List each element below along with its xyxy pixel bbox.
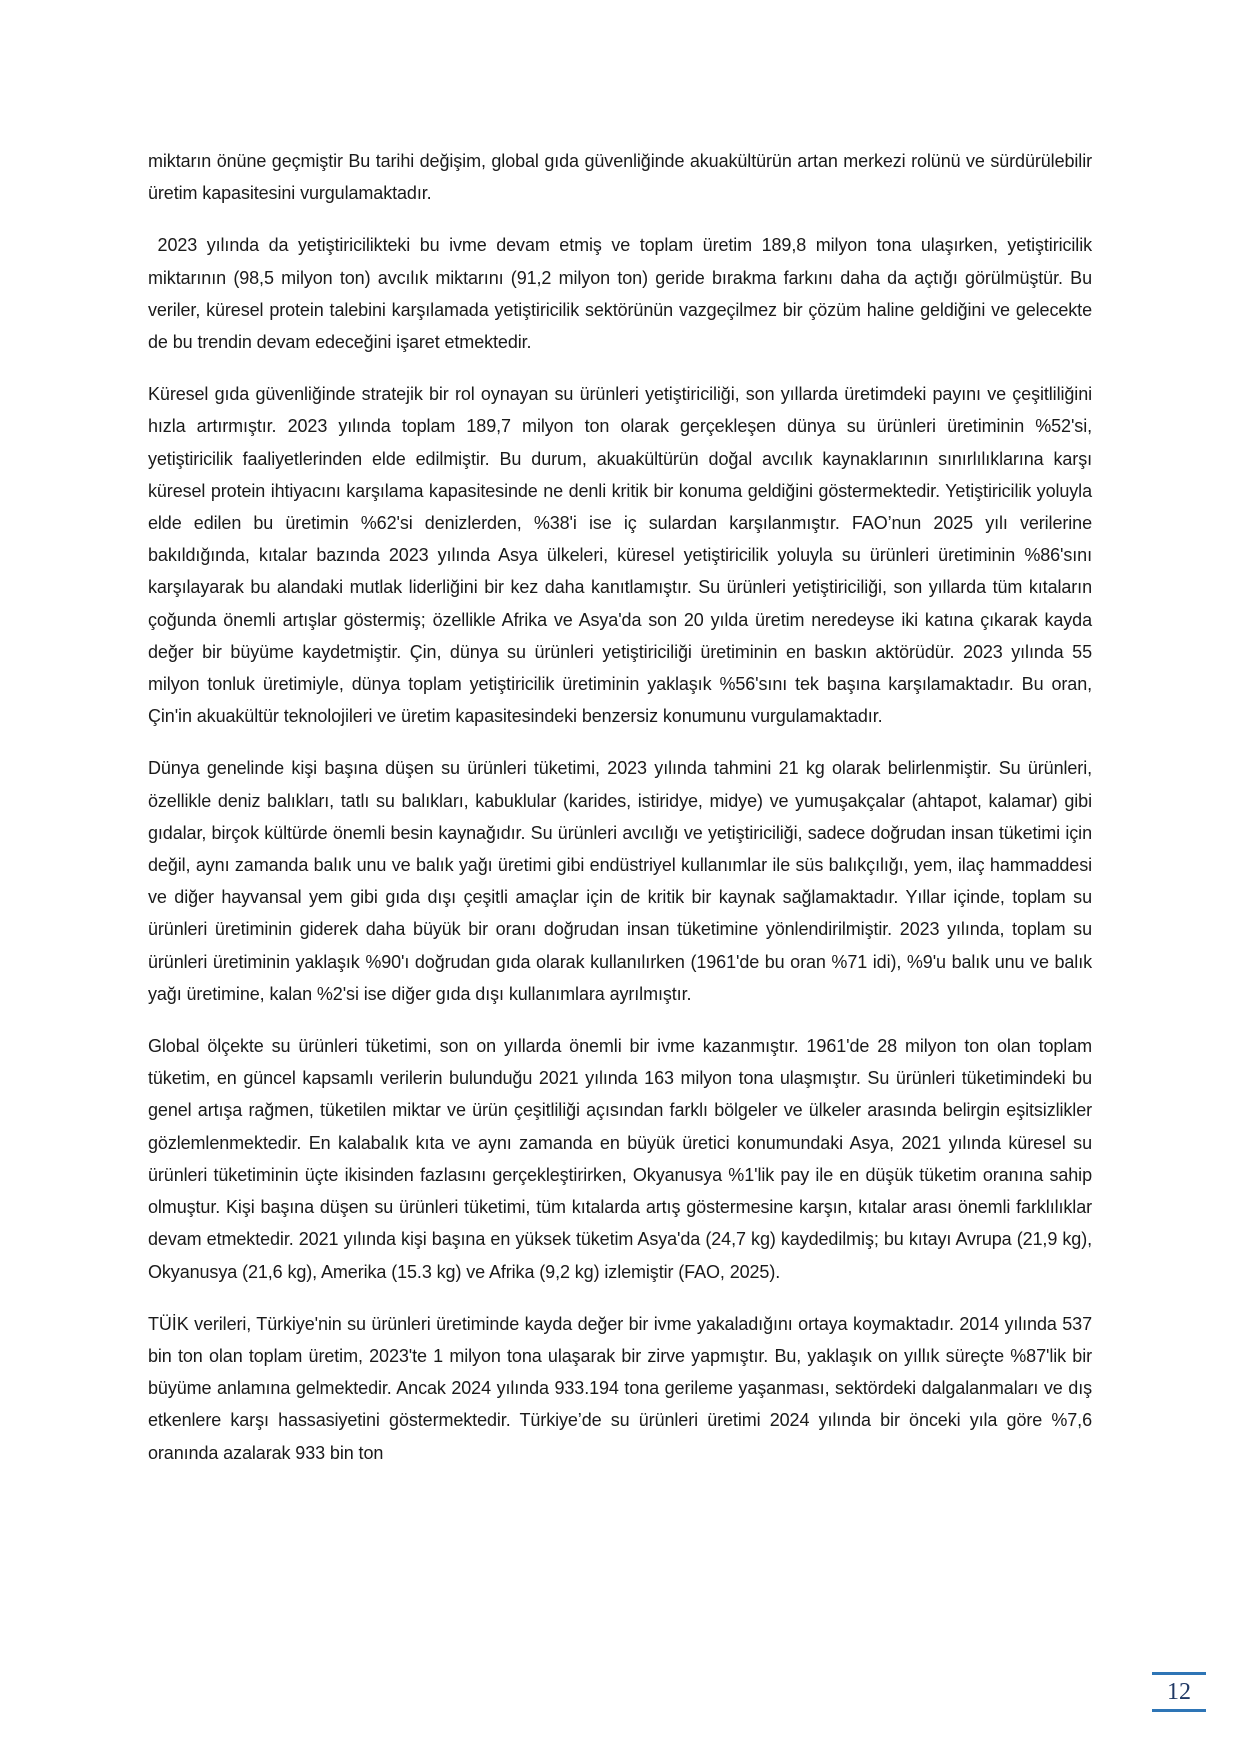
page-number-box xyxy=(1152,1672,1206,1712)
document-body xyxy=(148,145,1097,1489)
paragraph-1: miktarın önüne geçmiştir Bu tarihi değişim, global gıda güvenliğinde akuakültürün artan merkezi rolünü ve sürdürülebilir üretim kapasitesini vurgulamaktadır. xyxy=(148,151,1092,204)
paragraph-5: Global ölçekte su ürünleri tüketimi, son on yıllarda önemli bir ivme kazanmıştır. 1961'de 28 milyon ton olan toplam tüketim, en güncel kapsamlı verilerin bulunduğu 2021 yılında 163 milyon tona ulaşmıştır. Su ürünleri tüketimindeki bu genel artışa rağmen, tüketilen miktar ve ürün çeşitliliği açısından farklı bölgeler ve ülkeler arasında belirgin eşitsizlikler gözlemlenmektedir. En kalabalık kıta ve aynı zamanda en büyük üretici konumundaki Asya, 2021 yılında küresel su ürünleri tüketiminin üçte ikisinden fazlasını gerçekleştirirken, Okyanusya %1'lik pay ile en düşük tüketim oranına sahip olmuştur. Kişi başına düşen su ürünleri tüketimi, tüm kıtalarda artış göstermesine karşın, kıtalar arası önemli farklılıklar devam etmektedir. 2021 yılında kişi başına en yüksek tüketim Asya'da (24,7 kg) kaydedilmiş; bu kıtayı Avrupa (21,9 kg), Okyanusya (21,6 kg), Amerika (15.3 kg) ve Afrika (9,2 kg) izlemiştir (FAO, 2025). xyxy=(148,1036,1092,1282)
paragraph-2: 2023 yılında da yetiştiricilikteki bu ivme devam etmiş ve toplam üretim 189,8 milyon tona ulaşırken, yetiştiricilik miktarının (98,5 milyon ton) avcılık miktarını (91,2 milyon ton) geride bırakma farkını daha da açtığı görülmüştür. Bu veriler, küresel protein talebini karşılamada yetiştiricilik sektörünün vazgeçilmez bir çözüm haline geldiğini ve gelecekte de bu trendin devam edeceğini işaret etmektedir. xyxy=(148,235,1097,353)
paragraph-3: Küresel gıda güvenliğinde stratejik bir rol oynayan su ürünleri yetiştiriciliği, son yıllarda üretimdeki payını ve çeşitliliğini hızla artırmıştır. 2023 yılında toplam 189,7 milyon ton olarak gerçekleşen dünya su ürünleri üretiminin %52'si, yetiştiricilik faaliyetlerinden elde edilmiştir. Bu durum, akuakültürün doğal avcılık kaynaklarının sınırlılıklarına karşı küresel protein ihtiyacını karşılama kapasitesinde ne denli kritik bir konuma geldiğini göstermektedir. Yetiştiricilik yoluyla elde edilen bu üretimin %62'si denizlerden, %38'i ise iç sulardan karşılanmıştır. FAO’nun 2025 yılı verilerine bakıldığında, kıtalar bazında 2023 yılında Asya ülkeleri, küresel yetiştiricilik yoluyla su ürünleri üretiminin %86'sını karşılayarak bu alandaki mutlak liderliğini bir kez daha kanıtlamıştır. Su ürünleri yetiştiriciliği, son yıllarda tüm kıtaların çoğunda önemli artışlar göstermiş; özellikle Afrika ve Asya'da son 20 yılda üretim neredeyse iki katına çıkarak kayda değer bir büyüme kaydetmiştir. Çin, dünya su ürünleri yetiştiriciliği üretiminin en baskın aktörüdür. 2023 yılında 55 milyon tonluk üretimiyle, dünya toplam yetiştiricilik üretiminin yaklaşık %56'sını tek başına karşılamaktadır. Bu oran, Çin'in akuakültür teknolojileri ve üretim kapasitesindeki benzersiz konumunu vurgulamaktadır. xyxy=(148,384,1092,727)
page-number: 12 xyxy=(1167,1679,1191,1705)
paragraph-6: TÜİK verileri, Türkiye'nin su ürünleri üretiminde kayda değer bir ivme yakaladığını ortaya koymaktadır. 2014 yılında 537 bin ton olan toplam üretim, 2023'te 1 milyon tona ulaşarak bir zirve yapmıştır. Bu, yaklaşık on yıllık süreçte %87'lik bir büyüme anlamına gelmektedir. Ancak 2024 yılında 933.194 tona gerileme yaşanması, sektördeki dalgalanmaları ve dış etkenlere karşı hassasiyetini göstermektedir. Türkiye’de su ürünleri üretimi 2024 yılında bir önceki yıla göre %7,6 oranında azalarak 933 bin ton xyxy=(148,1313,1092,1463)
paragraph-4: Dünya genelinde kişi başına düşen su ürünleri tüketimi, 2023 yılında tahmini 21 kg olarak belirlenmiştir. Su ürünleri, özellikle deniz balıkları, tatlı su balıkları, kabuklular (karides, istiridye, midye) ve yumuşakçalar (ahtapot, kalamar) gibi gıdalar, birçok kültürde önemli besin kaynağıdır. Su ürünleri avcılığı ve yetiştiriciliği, sadece doğrudan insan tüketimi için değil, aynı zamanda balık unu ve balık yağı üretimi gibi endüstriyel kullanımlar ile süs balıkçılığı, yem, ilaç hammaddesi ve diğer hayvansal yem gibi gıda dışı çeşitli amaçlar için de kritik bir kaynak sağlamaktadır. Yıllar içinde, toplam su ürünleri üretiminin giderek daha büyük bir oranı doğrudan insan tüketimine yönlendirilmiştir. 2023 yılında, toplam su ürünleri üretiminin yaklaşık %90'ı doğrudan gıda olarak kullanılırken (1961'de bu oran %71 idi), %9'u balık unu ve balık yağı üretimine, kalan %2'si ise diğer gıda dışı kullanımlara ayrılmıştır. xyxy=(148,758,1092,1004)
